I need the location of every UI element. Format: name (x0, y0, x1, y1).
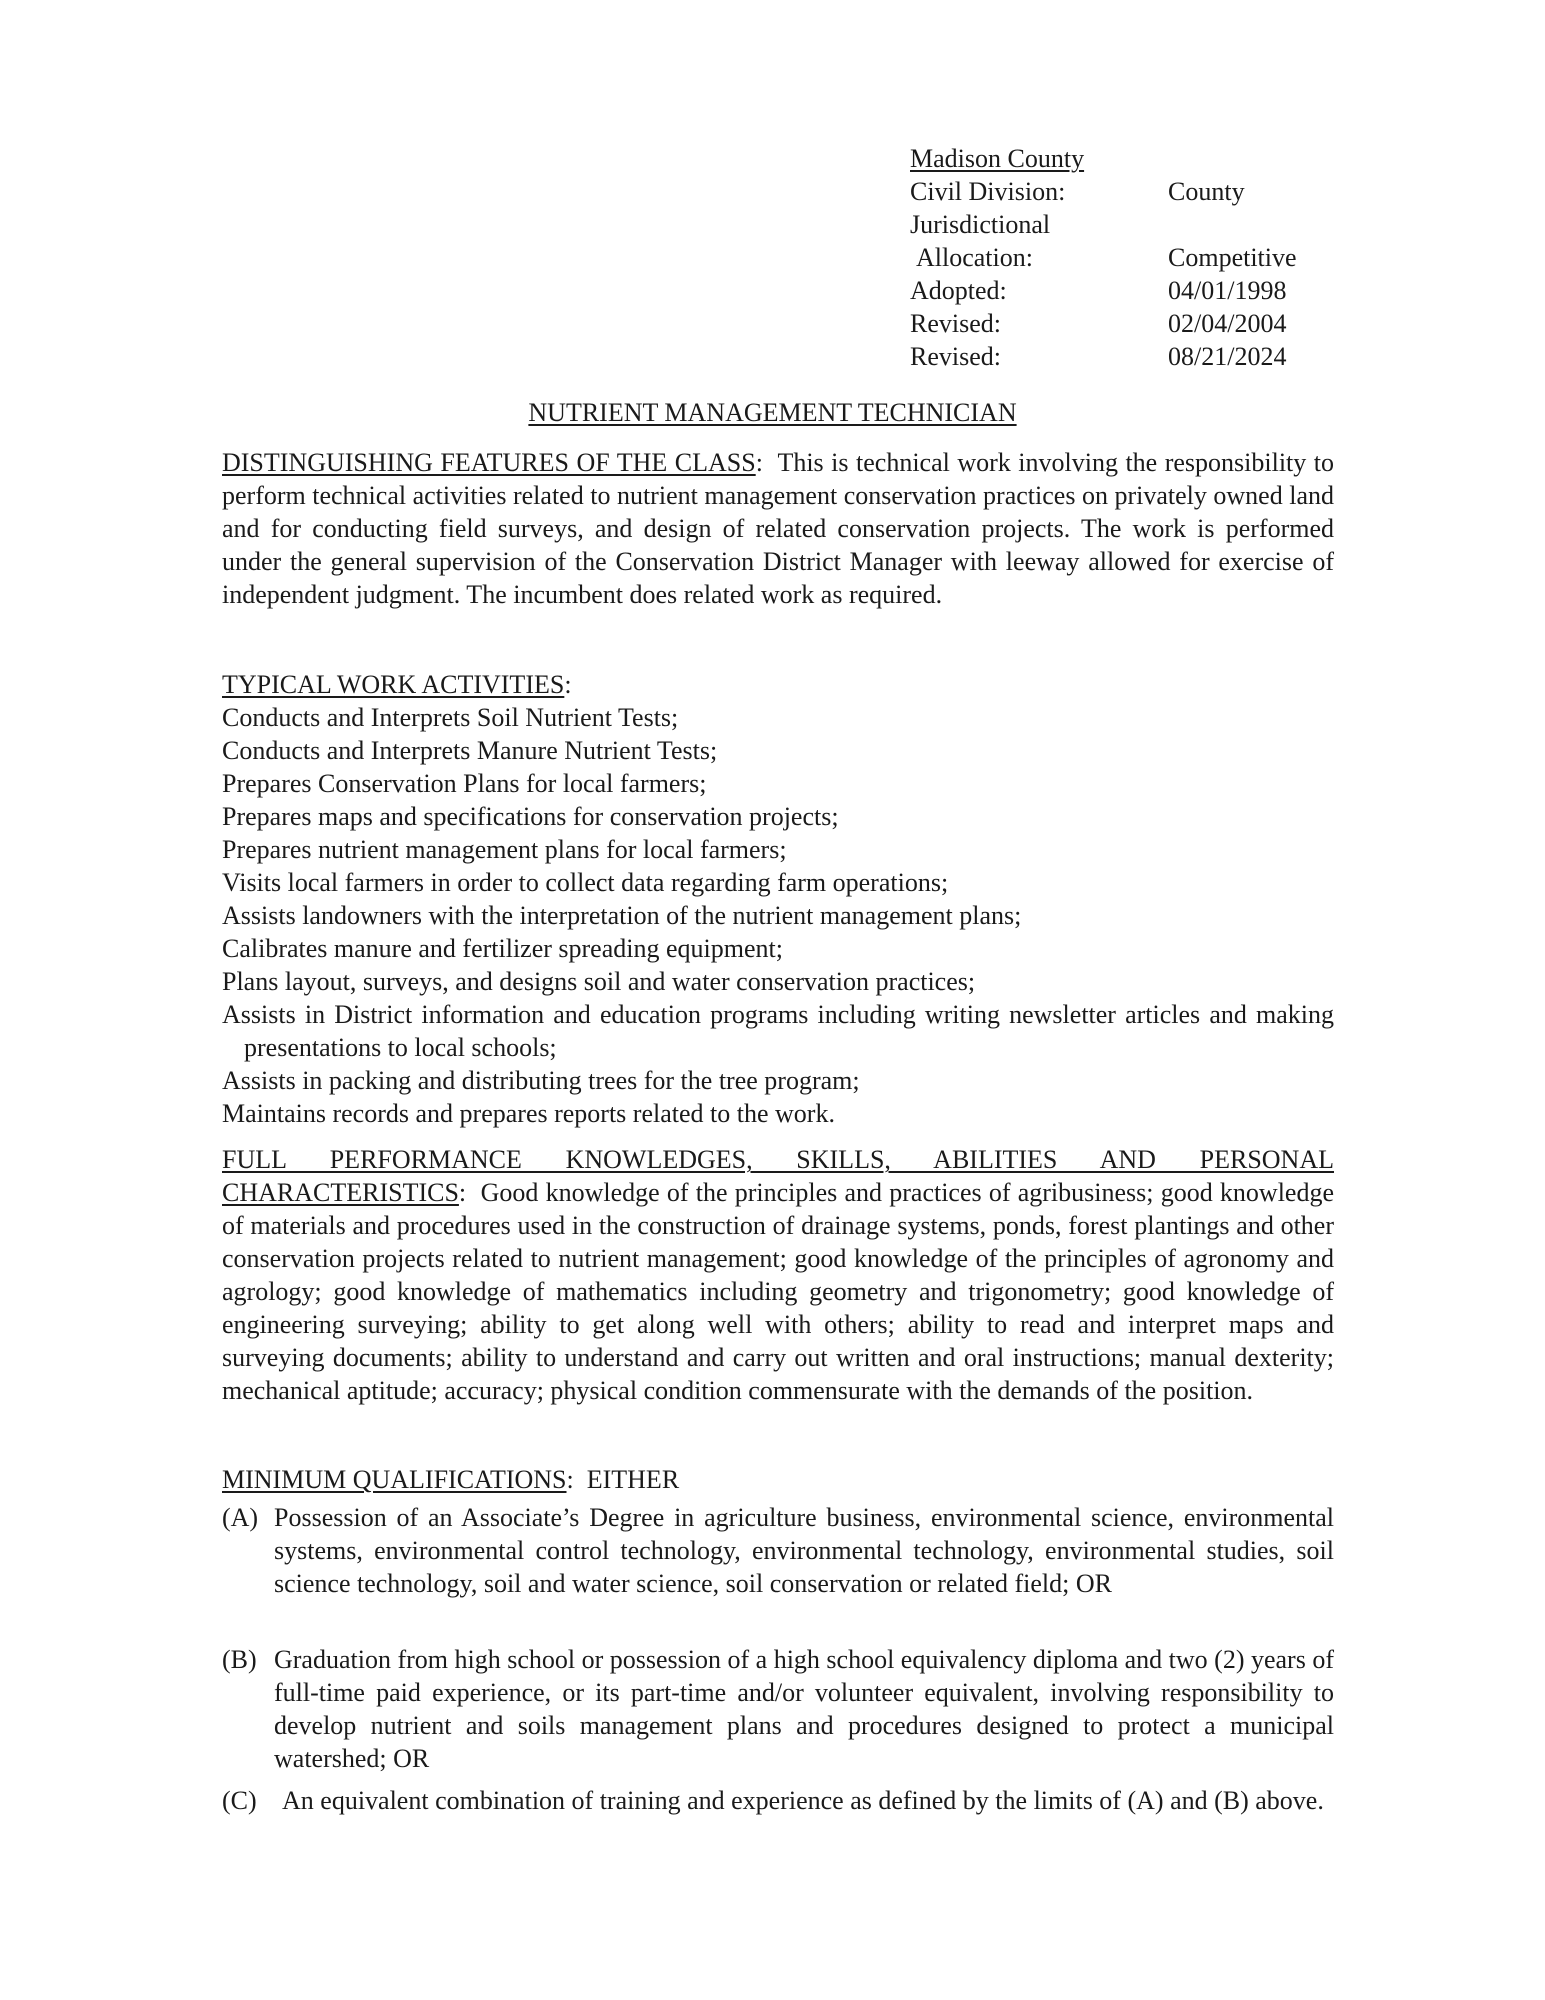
qualifications-lead: EITHER (586, 1465, 680, 1494)
knowledges-skills-section: FULL PERFORMANCE KNOWLEDGES, SKILLS, ABILITIES AND PERSONAL CHARACTERISTICS: Good knowledge of the principles and practices of agribusiness; good knowledge of materials and procedures used in the construction of drainage systems, ponds, forest plantings and other conservation projects related to nutrient management; good knowledge of the principles of agronomy and agrology; good knowledge of mathematics including geometry and trigonometry; good knowledge of engineering surveying; ability to get along well with others; ability to read and interpret maps and surveying documents; ability to understand and carry out written and oral instructions; manual dexterity; mechanical aptitude; accuracy; physical condition commensurate with the demands of the position. (222, 1145, 1334, 1405)
header-value: County (1168, 177, 1245, 206)
qualification-option-b (222, 1643, 1334, 1775)
section-text: Good knowledge of the principles and practices of agribusiness; good knowledge of materials and procedures used in the construction of drainage systems, ponds, forest plantings and other conservation projects related to nutrient management; good knowledge of the principles of agronomy and agrology; good knowledge of mathematics including geometry and trigonometry; good knowledge of engineering surveying; ability to get along well with others; ability to read and interpret maps and surveying documents; ability to understand and carry out written and oral instructions; manual dexterity; mechanical aptitude; accuracy; physical condition commensurate with the demands of the position. (222, 1178, 1334, 1405)
header-value: 08/21/2024 (1168, 342, 1287, 371)
activity-item: Assists landowners with the interpretation of the nutrient management plans; (222, 901, 1022, 930)
minimum-qualifications-heading: MINIMUM QUALIFICATIONS: EITHER (222, 1465, 680, 1494)
header-label: Civil Division: (910, 177, 1066, 206)
option-text: Graduation from high school or possession of a high school equivalency diploma and two (2) years of full-time paid experience, or its part-time and/or volunteer equivalent, involving responsibility to develop nutrient and soils management plans and procedures designed to protect a municipal watershed; OR (274, 1645, 1334, 1773)
document-title (0, 396, 1545, 429)
option-text: Possession of an Associate’s Degree in agriculture business, environmental science, environmental systems, environmental control technology, environmental technology, environmental studies, soil science technology, soil and water science, soil conservation or related field; OR (274, 1503, 1334, 1598)
qualification-option-c (222, 1784, 1334, 1817)
header-label: Adopted: (910, 276, 1007, 305)
activity-item: Prepares maps and specifications for conservation projects; (222, 802, 839, 831)
header-row-revised (910, 340, 1330, 373)
header-row-jurisdictional (910, 208, 1330, 241)
section-heading: FULL PERFORMANCE KNOWLEDGES, SKILLS, ABILITIES AND PERSONAL CHARACTERISTICS (222, 1145, 1334, 1207)
qualification-option-a (222, 1501, 1334, 1600)
option-text: An equivalent combination of training and experience as defined by the limits of (A) and (B) above. (282, 1786, 1324, 1815)
option-letter: (B) (222, 1645, 257, 1674)
option-letter: (A) (222, 1503, 259, 1532)
section-heading: DISTINGUISHING FEATURES OF THE CLASS (222, 448, 756, 477)
header-label: Jurisdictional (910, 210, 1051, 239)
distinguishing-features-section: DISTINGUISHING FEATURES OF THE CLASS: This is technical work involving the responsibility to perform technical activities related to nutrient management conservation practices on privately owned land and for conducting field surveys, and design of related conservation projects. The work is performed under the general supervision of the Conservation District Manager with leeway allowed for exercise of independent judgment. The incumbent does related work as required. (222, 448, 1334, 609)
header-row-allocation (910, 241, 1330, 274)
activity-item: Maintains records and prepares reports related to the work. (222, 1099, 835, 1128)
header-row-revised (910, 307, 1330, 340)
typical-work-activities-section: TYPICAL WORK ACTIVITIES: Conducts and Interprets Soil Nutrient Tests; Conducts and Interprets Manure Nutrient Tests; Prepares Conservation Plans for local farmers; Prepares maps and specifications for conservation projects; Prepares nutrient management plans for local farmers; Visits local farmers in order to collect data regarding farm operations; Assists landowners with the interpretation of the nutrient management plans; Calibrates manure and fertilizer spreading equipment; Plans layout, surveys, and designs soil and water conservation practices; Assists in District information and education programs including writing newsletter articles and making presentations to local schools; Assists in packing and distributing trees for the tree program; Maintains records and prepares reports related to the work. (222, 670, 1334, 1128)
header-row-adopted (910, 274, 1330, 307)
activity-item: Conducts and Interprets Soil Nutrient Tests; (222, 703, 679, 732)
header-value: 02/04/2004 (1168, 309, 1287, 338)
header-row-civil-division (910, 175, 1330, 208)
section-heading: TYPICAL WORK ACTIVITIES (222, 670, 565, 699)
header-value: Competitive (1168, 243, 1297, 272)
header-value: 04/01/1998 (1168, 276, 1287, 305)
activity-item: Conducts and Interprets Manure Nutrient Tests; (222, 736, 718, 765)
activity-item: Plans layout, surveys, and designs soil and water conservation practices; (222, 967, 976, 996)
activity-item: Visits local farmers in order to collect data regarding farm operations; (222, 868, 949, 897)
activity-item: Assists in packing and distributing trees for the tree program; (222, 1066, 860, 1095)
activity-item: Assists in District information and education programs including writing newsletter articles and making presentations to local schools; (222, 1000, 1334, 1062)
activity-item: Prepares Conservation Plans for local farmers; (222, 769, 707, 798)
activity-item: Prepares nutrient management plans for local farmers; (222, 835, 787, 864)
section-text: This is technical work involving the responsibility to perform technical activities related to nutrient management conservation practices on privately owned land and for conducting field surveys, and design of related conservation projects. The work is performed under the general supervision of the Conservation District Manager with leeway allowed for exercise of independent judgment. The incumbent does related work as required. (222, 448, 1334, 609)
title-text: NUTRIENT MANAGEMENT TECHNICIAN (528, 398, 1017, 427)
county-name: Madison County (910, 144, 1085, 173)
section-heading: MINIMUM QUALIFICATIONS (222, 1465, 567, 1494)
header-block (910, 142, 1330, 373)
activity-item: Calibrates manure and fertilizer spreading equipment; (222, 934, 783, 963)
header-label: Allocation: (916, 243, 1033, 272)
header-label: Revised: (910, 309, 1001, 338)
header-label: Revised: (910, 342, 1001, 371)
option-letter: (C) (222, 1786, 257, 1815)
